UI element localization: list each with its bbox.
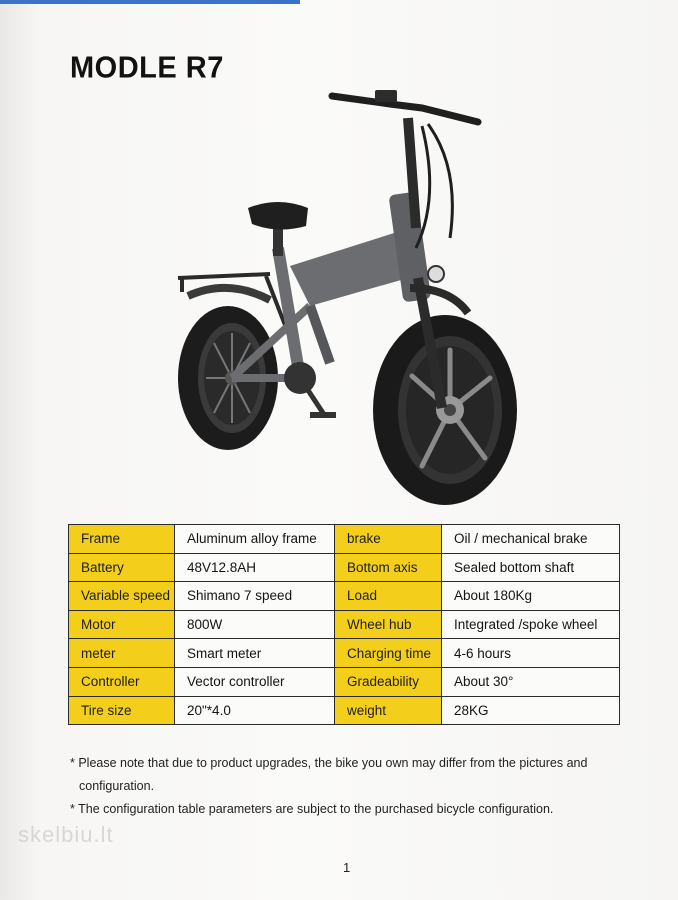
table-row bbox=[69, 525, 620, 554]
spec-label: Load bbox=[335, 582, 442, 611]
page-top-edge bbox=[0, 0, 300, 4]
spec-table bbox=[68, 524, 620, 725]
watermark: skelbiu.lt bbox=[18, 822, 114, 847]
spec-label: Wheel hub bbox=[335, 610, 442, 639]
table-row bbox=[69, 696, 620, 725]
footnotes bbox=[70, 752, 610, 821]
spec-label: Battery bbox=[69, 553, 175, 582]
spec-value: 28KG bbox=[442, 696, 620, 725]
table-row bbox=[69, 610, 620, 639]
spec-value: 20"*4.0 bbox=[175, 696, 335, 725]
bike-image bbox=[160, 78, 540, 508]
front-wheel bbox=[373, 315, 517, 505]
spec-value: 48V12.8AH bbox=[175, 553, 335, 582]
spec-value: Sealed bottom shaft bbox=[442, 553, 620, 582]
table-row bbox=[69, 553, 620, 582]
spec-label: brake bbox=[335, 525, 442, 554]
footnote-2: * The configuration table parameters are subject to the purchased bicycle configuration. bbox=[70, 802, 554, 816]
spec-label: Tire size bbox=[69, 696, 175, 725]
spec-value: Integrated /spoke wheel bbox=[442, 610, 620, 639]
spec-value: Shimano 7 speed bbox=[175, 582, 335, 611]
page-number: 1 bbox=[343, 860, 351, 875]
spec-label: weight bbox=[335, 696, 442, 725]
spec-value: 800W bbox=[175, 610, 335, 639]
spec-label: Frame bbox=[69, 525, 175, 554]
spec-label: Bottom axis bbox=[335, 553, 442, 582]
spec-value: 4-6 hours bbox=[442, 639, 620, 668]
table-row bbox=[69, 639, 620, 668]
spec-label: meter bbox=[69, 639, 175, 668]
table-row bbox=[69, 582, 620, 611]
page-title: MODLE R7 bbox=[70, 51, 224, 85]
spec-value: About 30° bbox=[442, 667, 620, 696]
spec-label: Charging time bbox=[335, 639, 442, 668]
spec-label: Motor bbox=[69, 610, 175, 639]
spec-value: Vector controller bbox=[175, 667, 335, 696]
seat bbox=[248, 202, 308, 256]
spec-value: About 180Kg bbox=[442, 582, 620, 611]
table-row bbox=[69, 667, 620, 696]
crankset bbox=[284, 362, 336, 418]
spec-label: Gradeability bbox=[335, 667, 442, 696]
spec-label: Variable speed bbox=[69, 582, 175, 611]
footnote-1: * Please note that due to product upgrades, the bike you own may differ from the pictures and bbox=[70, 756, 588, 770]
spec-value: Smart meter bbox=[175, 639, 335, 668]
footnote-1-continued: configuration. bbox=[79, 779, 155, 793]
spec-value: Oil / mechanical brake bbox=[442, 525, 620, 554]
spec-label: Controller bbox=[69, 667, 175, 696]
spec-value: Aluminum alloy frame bbox=[175, 525, 335, 554]
